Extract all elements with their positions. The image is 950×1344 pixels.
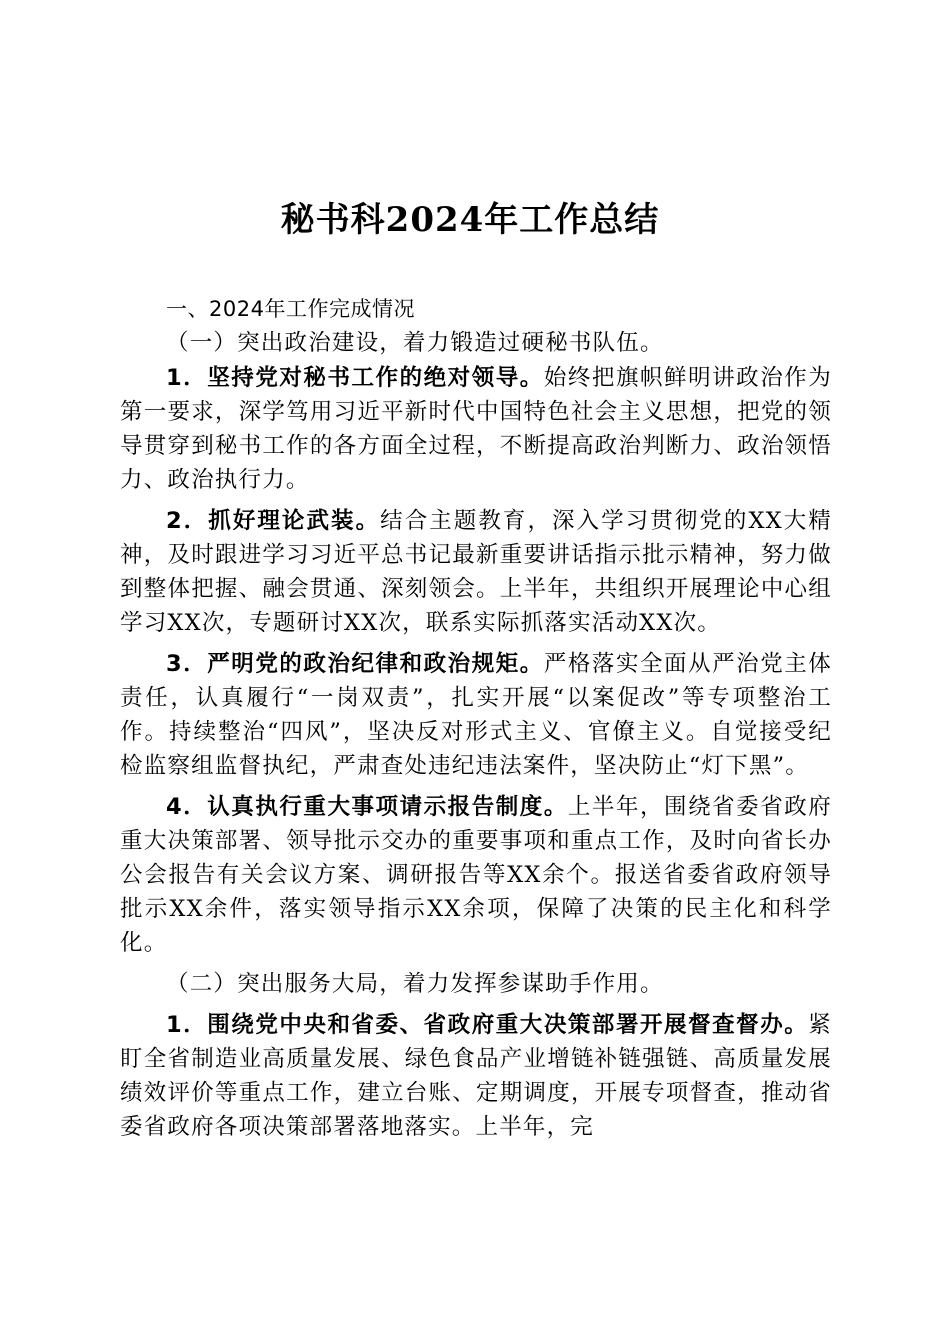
item-heading: 1．坚持党对秘书工作的绝对领导。: [166, 365, 544, 391]
item-body: 始终把旗帜鲜明讲政治作为第一要求，深学笃用习近平新时代中国特色社会主义思想，把党的领导贯穿到秘书工作的各方面全过程，不断提高政治判断力、政治领悟力、政治执行力。: [120, 365, 833, 493]
paragraph-item-2-1: [120, 1008, 832, 1144]
section-heading-1: 一、2024年工作完成情况: [166, 297, 415, 321]
item-heading: 3．严明党的政治纪律和政治规矩。: [166, 651, 544, 677]
item-heading: 1．围绕党中央和省委、省政府重大决策部署开展督查督办。: [166, 1012, 809, 1038]
item-body: 严格落实全面从严治党主体责任，认真履行“一岗双责”，扎实开展“以案促改”等专项整治工作。持续整治“四风”，坚决反对形式主义、官僚主义。自觉接受纪检监察组监督执纪，严肃查处违纪违法案件，坚决防止“灯下黑”。: [120, 651, 833, 779]
paragraph-item-1-1: [120, 361, 832, 497]
item-body: 紧盯全省制造业高质量发展、绿色食品产业增链补链强链、高质量发展绩效评价等重点工作，建立台账、定期调度，开展专项督查，推动省委省政府各项决策部署落地落实。上半年，完: [120, 1012, 832, 1140]
item-heading: 4．认真执行重大事项请示报告制度。: [166, 794, 568, 820]
item-body: 结合主题教育，深入学习贯彻党的XX大精神，及时跟进学习习近平总书记最新重要讲话指示批示精神，努力做到整体把握、融会贯通、深刻领会。上半年，共组织开展理论中心组学习XX次，专题研讨XX次，联系实际抓落实活动XX次。: [120, 508, 832, 636]
item-body: 上半年，围绕省委省政府重大决策部署、领导批示交办的重要事项和重点工作，及时向省长办公会报告有关会议方案、调研报告等XX余个。报送省委省政府领导批示XX余件，落实领导指示XX余项，保障了决策的民主化和科学化。: [120, 794, 832, 956]
document-title: 秘书科2024年工作总结: [280, 200, 660, 240]
item-heading: 2．抓好理论武装。: [166, 508, 381, 534]
subsection-heading-1: （一）突出政治建设，着力锻造过硬秘书队伍。: [166, 330, 664, 356]
paragraph-item-1-2: [120, 504, 832, 640]
paragraph-item-1-3: [120, 647, 832, 783]
subsection-heading-2: （二）突出服务大局，着力发挥参谋助手作用。: [166, 971, 664, 997]
paragraph-item-1-4: [120, 790, 832, 960]
document-body: [120, 292, 832, 1144]
